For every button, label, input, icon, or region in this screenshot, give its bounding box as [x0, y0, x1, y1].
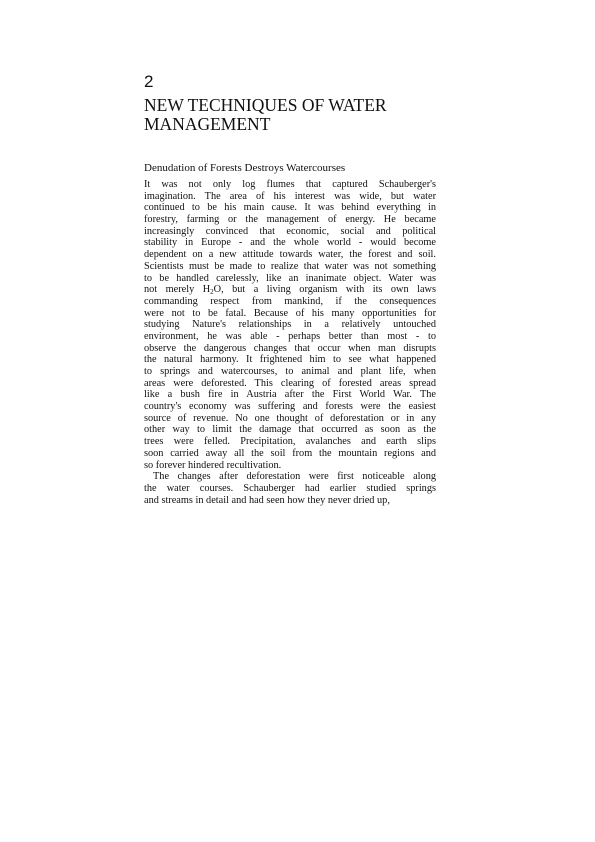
body-line: imagination. The area of his interest was wide, but water [144, 190, 436, 202]
body-line: observe the dangerous changes that occur when man disrupts [144, 342, 436, 354]
body-line: Scientists must be made to realize that water was not something [144, 260, 436, 272]
body-line: studying Nature's relationships in a relatively untouched [144, 319, 436, 331]
body-line: to be handled carelessly, like an inanimate object. Water was [144, 272, 436, 284]
body-line: to springs and watercourses, to animal and plant life, when [144, 366, 436, 377]
body-line: areas were deforested. This clearing of forested areas spread [144, 377, 436, 389]
body-line-h2o [144, 284, 436, 296]
body-line: like a bush fire in Austria after the First World War. The [144, 389, 436, 401]
body-line: the natural harmony. It frightened him to see what happened [144, 354, 436, 366]
body-line: forestry, farming or the management of energy. He became [144, 214, 436, 226]
body-line: the water courses. Schauberger had earlier studied springs [144, 482, 436, 494]
body-line: commanding respect from mankind, if the consequences [144, 295, 436, 307]
body-line: environment, he was able - perhaps better than most - to [144, 330, 436, 342]
body-line: The changes after deforestation were first noticeable along [153, 471, 436, 483]
body-line: It was not only log flumes that captured Schauberger's [144, 179, 436, 190]
body-line: trees were felled. Precipitation, avalanches and earth slips [144, 436, 436, 448]
body-line: country's economy was suffering and forests were the easiest [144, 401, 436, 413]
h2o-rest: O, but a living organism with its own laws [213, 284, 436, 296]
body-line: other way to limit the damage that occurred as soon as the [144, 424, 436, 436]
chapter-title-line-1: NEW TECHNIQUES OF WATER [144, 95, 387, 115]
section-heading: Denudation of Forests Destroys Watercourses [144, 162, 346, 174]
body-line: and streams in detail and had seen how they never dried up, [144, 494, 390, 506]
body-text [144, 179, 436, 506]
body-line: continued to be his main cause. It was behind everything in [144, 202, 436, 214]
chapter-number: 2 [144, 72, 154, 91]
body-line: stability in Europe - and the whole world - would become [144, 237, 436, 249]
body-line: so forever hindered recultivation. [144, 459, 282, 471]
chapter-title [144, 96, 444, 134]
h2o-prefix: not merely H [144, 284, 211, 296]
body-line: increasingly convinced that economic, social and political [144, 225, 436, 237]
chapter-title-line-2: MANAGEMENT [144, 114, 271, 134]
body-line: dependent on a new attitude towards water, the forest and soil. [144, 249, 436, 261]
body-line: source of revenue. No one thought of deforestation or in any [144, 412, 436, 424]
body-line: soon carried away all the soil from the mountain regions and [144, 447, 436, 459]
body-line: were not to be fatal. Because of his many opportunities for [144, 307, 436, 319]
h2o-subscript: 2 [210, 288, 214, 297]
